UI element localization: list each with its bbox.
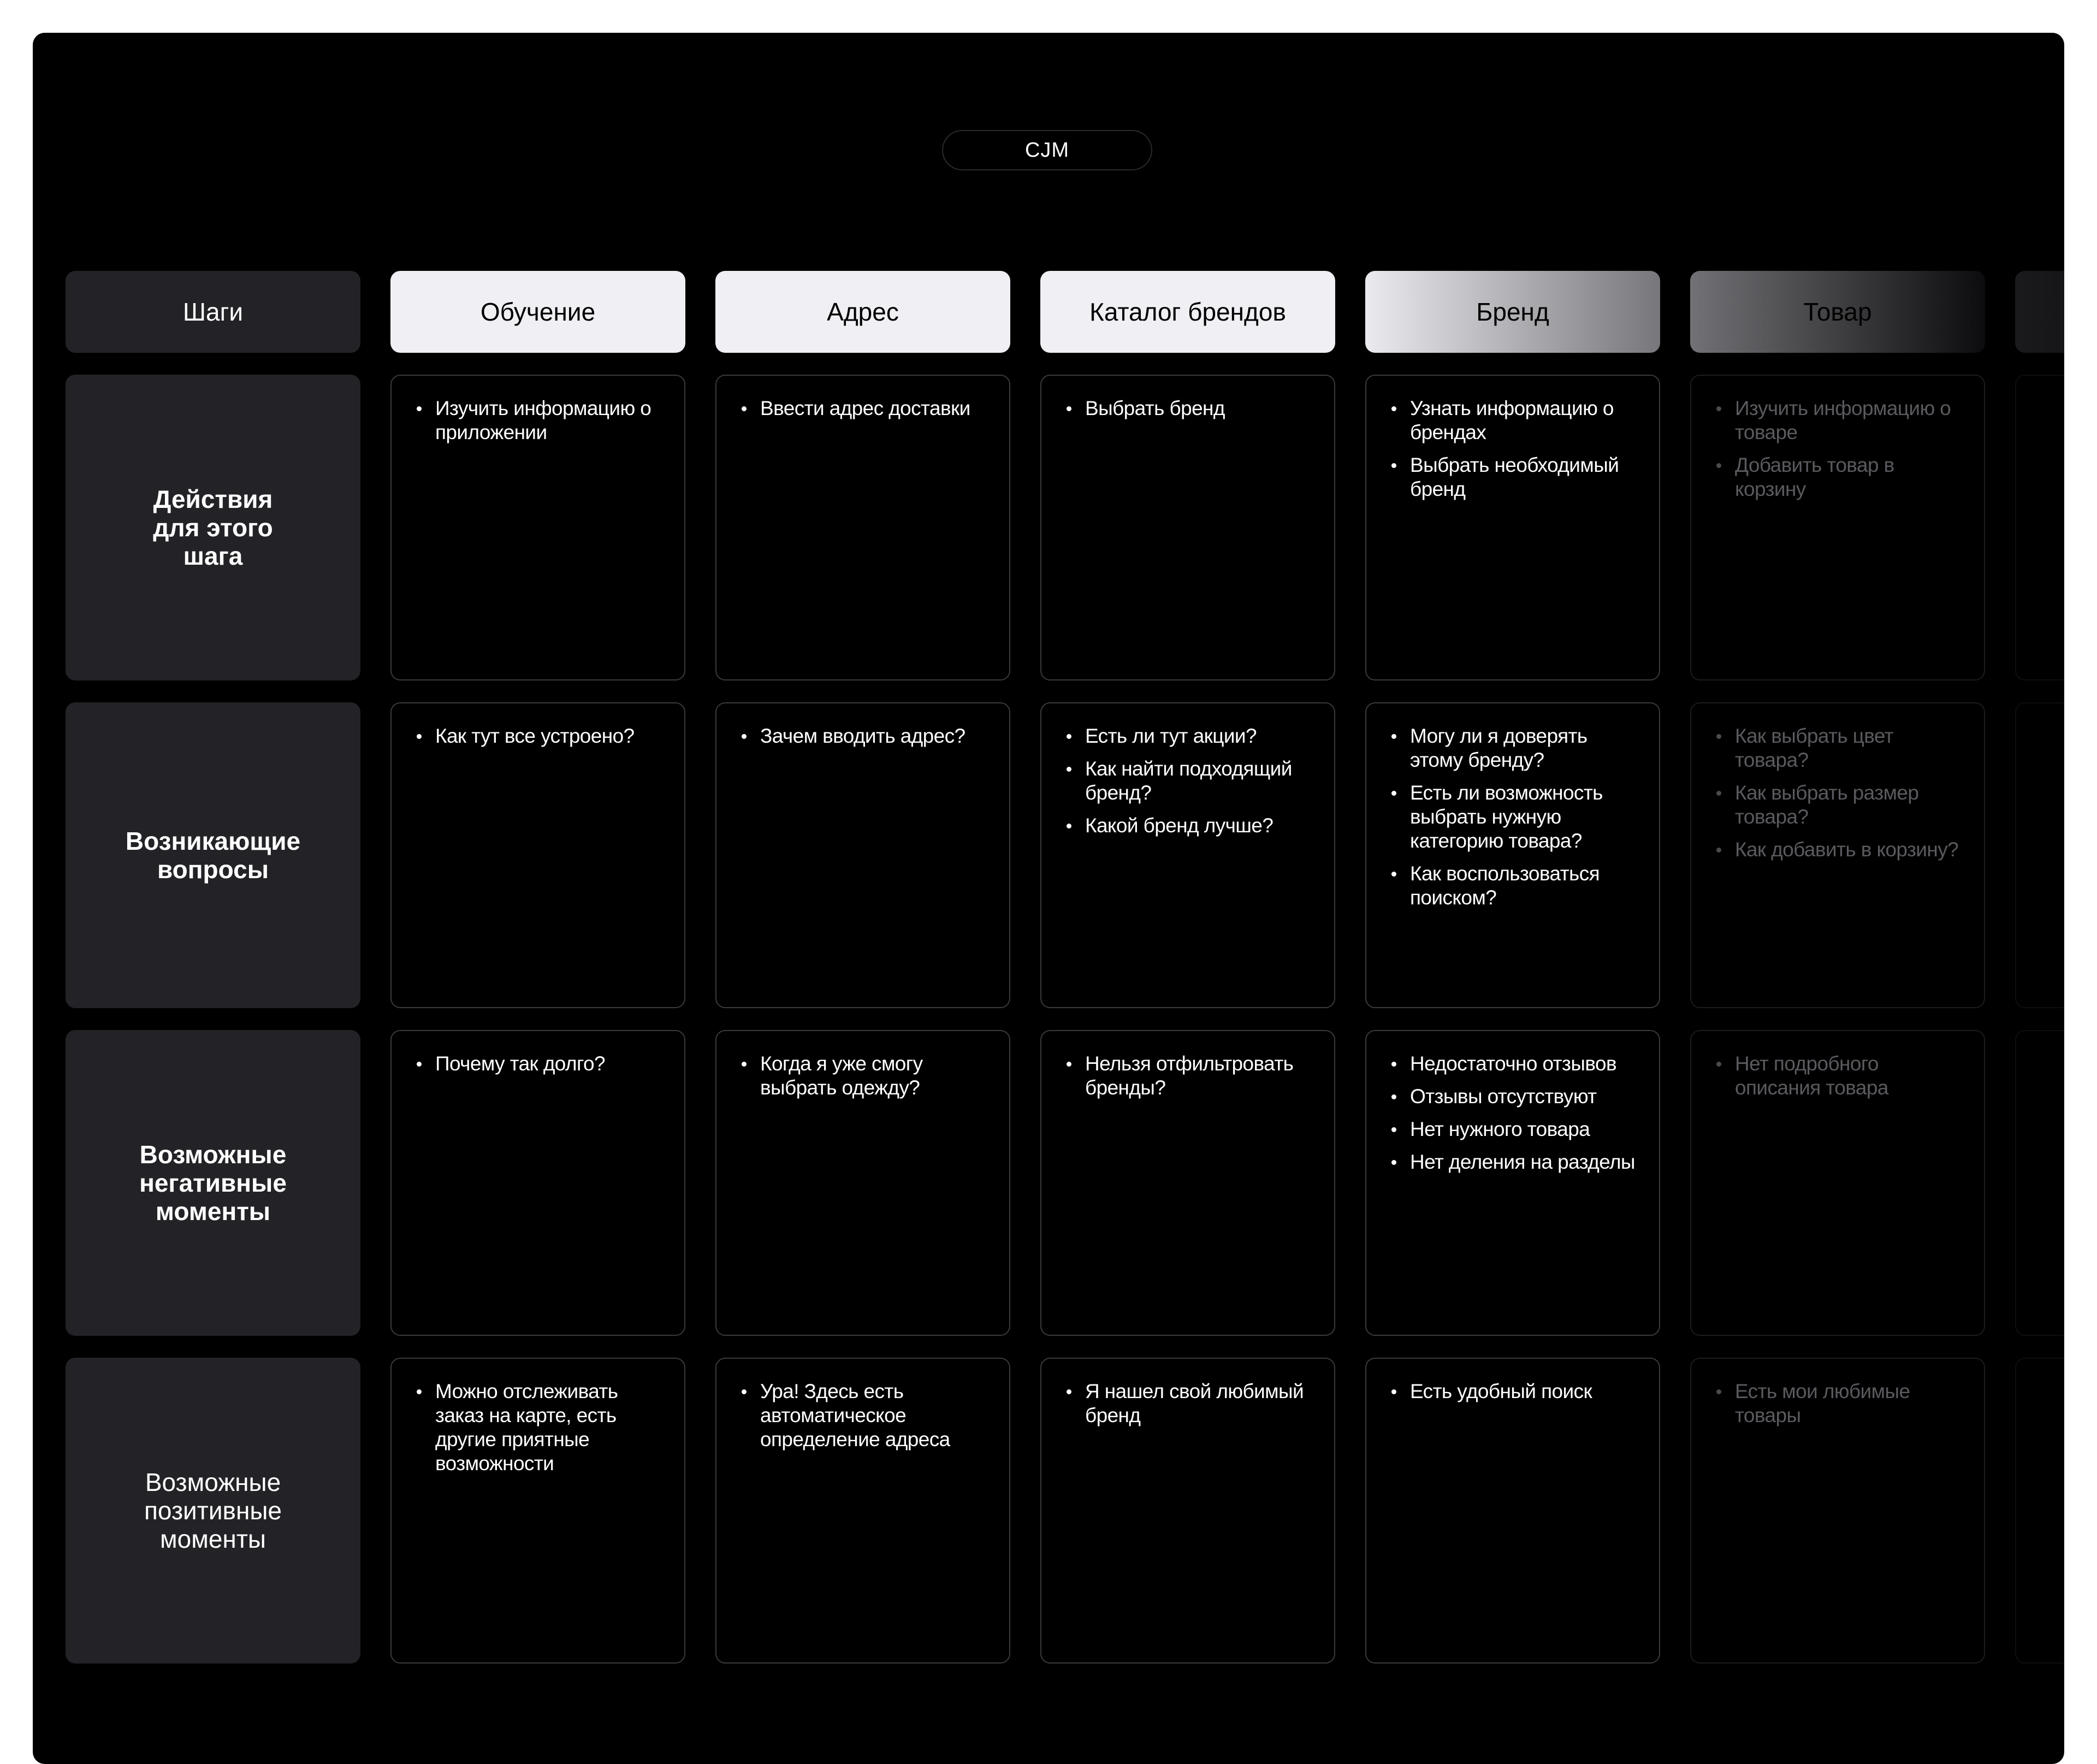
- card-positives-learning[interactable]: [390, 1358, 685, 1664]
- bullet-list: [737, 724, 987, 748]
- bullet-list: [737, 1052, 987, 1100]
- list-item: Есть ли тут акции?: [1062, 724, 1312, 748]
- list-item: Изучить информацию о товаре: [1712, 396, 1962, 445]
- list-item: Какой бренд лучше?: [1062, 814, 1312, 838]
- bullet-list: [737, 1380, 987, 1452]
- card-questions-next-faded: [2015, 702, 2064, 1008]
- card-negatives-brand-catalog[interactable]: [1040, 1030, 1335, 1336]
- list-item: Когда я уже смогу выбрать одежду?: [737, 1052, 987, 1100]
- card-actions-brand[interactable]: [1365, 375, 1660, 680]
- bullet-list: [1062, 396, 1312, 421]
- bullet-list: [1062, 1052, 1312, 1100]
- list-item: Выбрать необходимый бренд: [1387, 453, 1637, 501]
- bullet-list: [1387, 724, 1637, 910]
- stage-header-next-faded: [2015, 271, 2064, 353]
- card-questions-learning[interactable]: [390, 702, 685, 1008]
- list-item: Ввести адрес доставки: [737, 396, 987, 421]
- bullet-list: [412, 1380, 662, 1476]
- list-item: Добавить товар в корзину: [1712, 453, 1962, 501]
- row-label-actions: Действия для этого шага: [66, 375, 360, 680]
- stage-header-brand-catalog: Каталог брендов: [1040, 271, 1335, 353]
- bullet-list: [1712, 724, 1962, 862]
- cjm-board: [33, 33, 2064, 1764]
- row-label-positives: Возможные позитивные моменты: [66, 1358, 360, 1664]
- list-item: Можно отслеживать заказ на карте, есть другие приятные возможности: [412, 1380, 662, 1476]
- list-item: Как найти подходящий бренд?: [1062, 757, 1312, 805]
- card-questions-address[interactable]: [715, 702, 1010, 1008]
- bullet-list: [1712, 1380, 1962, 1428]
- list-item: Как выбрать цвет товара?: [1712, 724, 1962, 772]
- row-label-negatives: Возможные негативные моменты: [66, 1030, 360, 1336]
- card-positives-next-faded: [2015, 1358, 2064, 1664]
- card-questions-product[interactable]: [1690, 702, 1985, 1008]
- list-item: Нельзя отфильтровать бренды?: [1062, 1052, 1312, 1100]
- card-actions-address[interactable]: [715, 375, 1010, 680]
- list-item: Могу ли я доверять этому бренду?: [1387, 724, 1637, 772]
- stage-header-brand: Бренд: [1365, 271, 1660, 353]
- card-positives-brand[interactable]: [1365, 1358, 1660, 1664]
- card-positives-brand-catalog[interactable]: [1040, 1358, 1335, 1664]
- list-item: Зачем вводить адрес?: [737, 724, 987, 748]
- card-positives-product[interactable]: [1690, 1358, 1985, 1664]
- bullet-list: [1387, 1052, 1637, 1174]
- board-title[interactable]: CJM: [942, 130, 1152, 170]
- row-label-questions: Возникающие вопросы: [66, 702, 360, 1008]
- stage-header-learning: Обучение: [390, 271, 685, 353]
- stage-header-product: Товар: [1690, 271, 1985, 353]
- card-negatives-learning[interactable]: [390, 1030, 685, 1336]
- list-item: Почему так долго?: [412, 1052, 662, 1076]
- list-item: Есть мои любимые товары: [1712, 1380, 1962, 1428]
- list-item: Есть ли возможность выбрать нужную категорию товара?: [1387, 781, 1637, 853]
- list-item: Как воспользоваться поиском?: [1387, 862, 1637, 910]
- bullet-list: [1387, 1380, 1637, 1404]
- bullet-list: [1712, 1052, 1962, 1100]
- list-item: Недостаточно отзывов: [1387, 1052, 1637, 1076]
- list-item: Нет нужного товара: [1387, 1117, 1637, 1141]
- bullet-list: [1062, 1380, 1312, 1428]
- bullet-list: [1712, 396, 1962, 501]
- bullet-list: [737, 396, 987, 421]
- list-item: Ура! Здесь есть автоматическое определение адреса: [737, 1380, 987, 1452]
- list-item: Я нашел свой любимый бренд: [1062, 1380, 1312, 1428]
- card-actions-next-faded: [2015, 375, 2064, 680]
- list-item: Есть удобный поиск: [1387, 1380, 1637, 1404]
- list-item: Как выбрать размер товара?: [1712, 781, 1962, 829]
- bullet-list: [412, 396, 662, 445]
- card-questions-brand-catalog[interactable]: [1040, 702, 1335, 1008]
- list-item: Выбрать бренд: [1062, 396, 1312, 421]
- card-actions-learning[interactable]: [390, 375, 685, 680]
- card-questions-brand[interactable]: [1365, 702, 1660, 1008]
- steps-header-label: Шаги: [66, 271, 360, 353]
- card-negatives-product[interactable]: [1690, 1030, 1985, 1336]
- list-item: Нет подробного описания товара: [1712, 1052, 1962, 1100]
- card-actions-product[interactable]: [1690, 375, 1985, 680]
- card-positives-address[interactable]: [715, 1358, 1010, 1664]
- card-negatives-next-faded: [2015, 1030, 2064, 1336]
- bullet-list: [412, 724, 662, 748]
- list-item: Узнать информацию о брендах: [1387, 396, 1637, 445]
- card-negatives-brand[interactable]: [1365, 1030, 1660, 1336]
- bullet-list: [412, 1052, 662, 1076]
- bullet-list: [1062, 724, 1312, 838]
- list-item: Нет деления на разделы: [1387, 1150, 1637, 1174]
- stage-header-address: Адрес: [715, 271, 1010, 353]
- card-negatives-address[interactable]: [715, 1030, 1010, 1336]
- list-item: Изучить информацию о приложении: [412, 396, 662, 445]
- list-item: Как тут все устроено?: [412, 724, 662, 748]
- list-item: Как добавить в корзину?: [1712, 838, 1962, 862]
- list-item: Отзывы отсутствуют: [1387, 1085, 1637, 1109]
- card-actions-brand-catalog[interactable]: [1040, 375, 1335, 680]
- bullet-list: [1387, 396, 1637, 501]
